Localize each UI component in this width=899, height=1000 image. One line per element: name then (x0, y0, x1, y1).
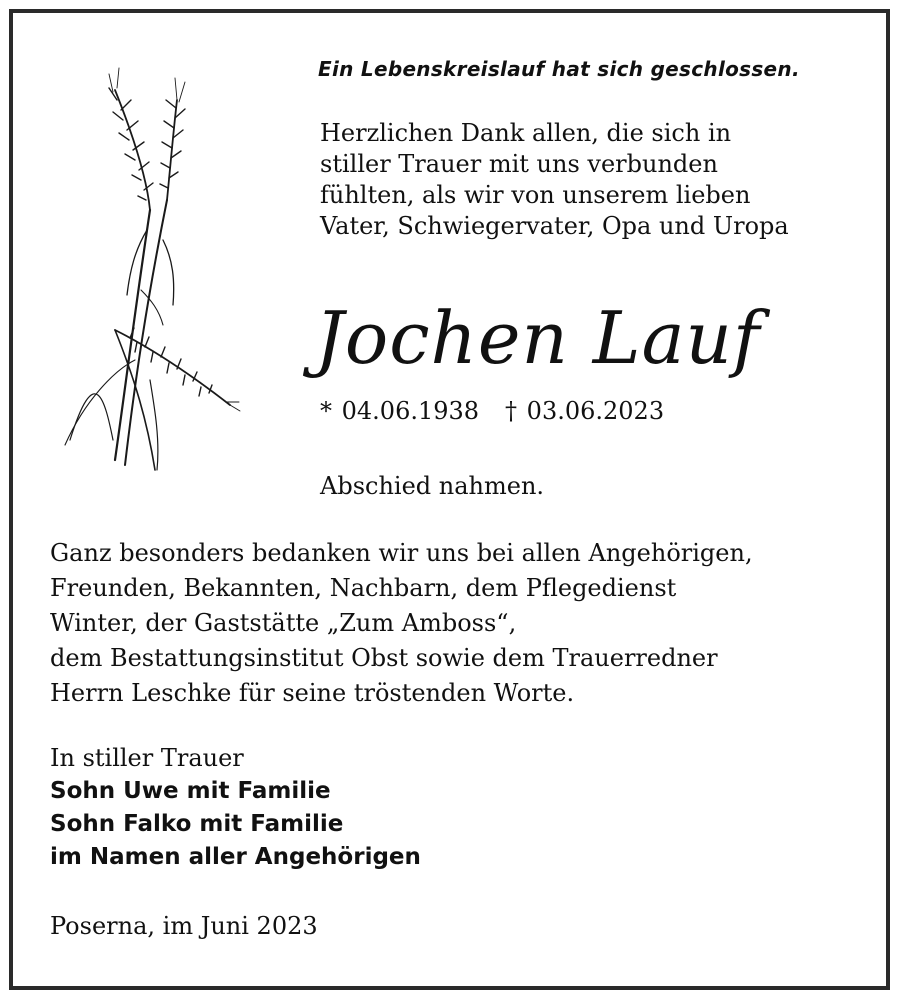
deceased-name: Jochen Lauf (315, 296, 761, 380)
thanks-line: Ganz besonders bedanken wir uns bei allen Angehörigen, (50, 539, 753, 567)
signature-block (50, 742, 870, 874)
signature-intro: In stiller Trauer (50, 744, 244, 772)
intro-line: Vater, Schwiegervater, Opa und Uropa (320, 212, 789, 240)
mourner-name: Sohn Uwe mit Familie (50, 778, 331, 804)
intro-line: fühlten, als wir von unserem lieben (320, 181, 751, 209)
death-date: † 03.06.2023 (505, 397, 665, 425)
notice-heading: Ein Lebenskreislauf hat sich geschlossen. (318, 57, 800, 81)
birth-date: * 04.06.1938 (320, 397, 480, 425)
farewell-text: Abschied nahmen. (320, 472, 545, 500)
intro-text (320, 118, 880, 242)
thanks-line: Freunden, Bekannten, Nachbarn, dem Pflegedienst (50, 574, 677, 602)
life-dates (320, 397, 664, 425)
thanks-line: Winter, der Gaststätte „Zum Amboss“, (50, 609, 517, 637)
mourner-name: im Namen aller Angehörigen (50, 844, 421, 870)
thanks-line: Herrn Leschke für seine tröstenden Worte. (50, 679, 575, 707)
place-date: Poserna, im Juni 2023 (50, 912, 318, 940)
wheat-ears-icon (55, 60, 255, 480)
mourner-name: Sohn Falko mit Familie (50, 811, 344, 837)
intro-line: Herzlichen Dank allen, die sich in (320, 119, 732, 147)
thanks-text (50, 536, 870, 711)
intro-line: stiller Trauer mit uns verbunden (320, 150, 718, 178)
thanks-line: dem Bestattungsinstitut Obst sowie dem Trauerredner (50, 644, 718, 672)
